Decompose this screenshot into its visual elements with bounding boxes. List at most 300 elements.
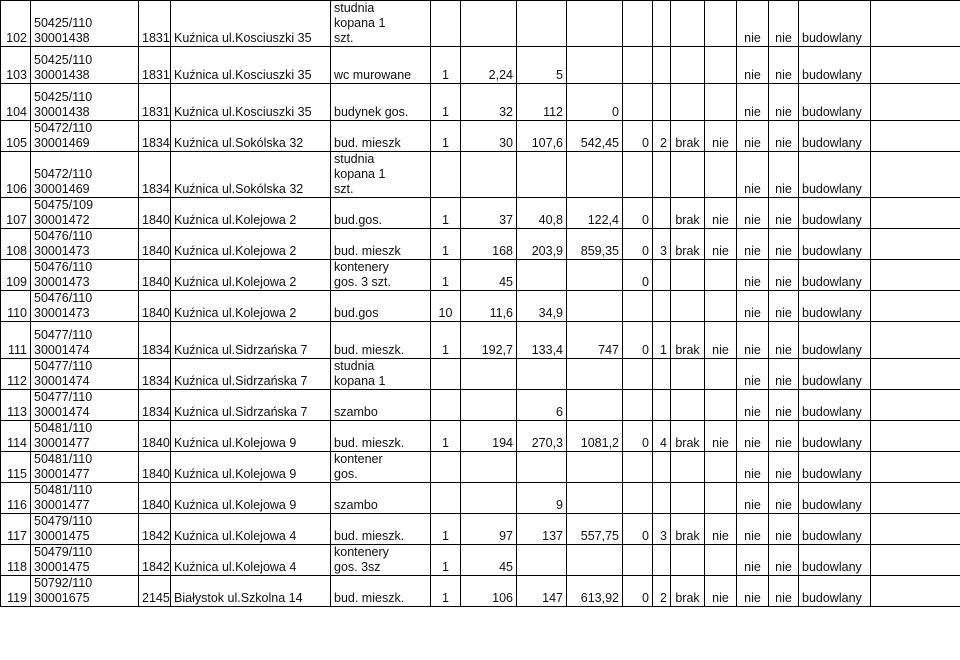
table-row xyxy=(1,84,960,121)
value-d-cell: 0 xyxy=(623,260,653,291)
table-row xyxy=(1,421,960,452)
brak-cell: brak xyxy=(671,198,705,229)
quantity-cell xyxy=(431,359,461,390)
address-cell: Kuźnica ul.Kolejowa 9 xyxy=(171,483,331,514)
flag-b-cell: nie xyxy=(737,84,769,121)
id-line-1: 50477/110 xyxy=(34,359,93,373)
description-line: gos. xyxy=(334,467,358,481)
address-cell: Kuźnica ul.Sokólska 32 xyxy=(171,152,331,198)
value-e-cell: 3 xyxy=(653,514,671,545)
category-cell: budowlany xyxy=(799,260,871,291)
quantity-cell xyxy=(431,452,461,483)
table-row xyxy=(1,390,960,421)
usable-area-cell xyxy=(517,1,567,47)
extra-cell xyxy=(871,514,960,545)
quantity-cell xyxy=(431,1,461,47)
id-line-1: 50425/110 xyxy=(34,16,93,30)
category-cell: budowlany xyxy=(799,514,871,545)
description-line: kontenery xyxy=(334,545,389,559)
id-cell xyxy=(31,260,139,291)
area-cell: 106 xyxy=(461,576,517,607)
id-line-2: 30001438 xyxy=(34,105,90,119)
usable-area-cell: 270,3 xyxy=(517,421,567,452)
usable-area-cell: 203,9 xyxy=(517,229,567,260)
value-d-cell: 0 xyxy=(623,322,653,359)
id-line-1: 50481/110 xyxy=(34,452,93,466)
id-line-1: 50425/110 xyxy=(34,53,93,67)
usable-area-cell xyxy=(517,452,567,483)
address-cell: Kuźnica ul.Kolejowa 2 xyxy=(171,291,331,322)
flag-a-cell xyxy=(705,152,737,198)
flag-b-cell: nie xyxy=(737,322,769,359)
id-line-1: 50475/109 xyxy=(34,198,94,212)
lp-cell: 110 xyxy=(1,291,31,322)
value-d-cell: 0 xyxy=(623,514,653,545)
flag-c-cell: nie xyxy=(769,152,799,198)
brak-cell xyxy=(671,291,705,322)
flag-a-cell: nie xyxy=(705,576,737,607)
id-cell xyxy=(31,452,139,483)
quantity-cell: 1 xyxy=(431,260,461,291)
flag-a-cell: nie xyxy=(705,229,737,260)
id-line-1: 50792/110 xyxy=(34,576,93,590)
parcel-no-cell: 1840 xyxy=(139,421,171,452)
flag-c-cell: nie xyxy=(769,514,799,545)
table-row xyxy=(1,514,960,545)
value-e-cell: 2 xyxy=(653,121,671,152)
value-e-cell xyxy=(653,359,671,390)
brak-cell xyxy=(671,1,705,47)
parcel-no-cell: 1840 xyxy=(139,198,171,229)
table-row xyxy=(1,260,960,291)
parcel-no-cell: 1840 xyxy=(139,452,171,483)
volume-cell: 542,45 xyxy=(567,121,623,152)
parcel-no-cell: 1834 xyxy=(139,152,171,198)
id-line-1: 50481/110 xyxy=(34,421,93,435)
area-cell xyxy=(461,152,517,198)
parcel-no-cell: 2145 xyxy=(139,576,171,607)
brak-cell xyxy=(671,84,705,121)
flag-b-cell: nie xyxy=(737,514,769,545)
usable-area-cell: 40,8 xyxy=(517,198,567,229)
id-cell xyxy=(31,545,139,576)
area-cell xyxy=(461,452,517,483)
id-cell xyxy=(31,514,139,545)
address-cell: Kuźnica ul.Sidrzańska 7 xyxy=(171,390,331,421)
quantity-cell: 1 xyxy=(431,322,461,359)
description-line: studnia xyxy=(334,1,375,15)
value-e-cell xyxy=(653,152,671,198)
extra-cell xyxy=(871,421,960,452)
id-line-2: 30001474 xyxy=(34,343,90,357)
id-line-1: 50481/110 xyxy=(34,483,93,497)
category-cell: budowlany xyxy=(799,322,871,359)
flag-a-cell: nie xyxy=(705,198,737,229)
description-cell xyxy=(331,84,431,121)
value-d-cell xyxy=(623,47,653,84)
area-cell xyxy=(461,1,517,47)
id-line-2: 30001477 xyxy=(34,467,90,481)
id-cell xyxy=(31,390,139,421)
id-cell xyxy=(31,229,139,260)
area-cell: 32 xyxy=(461,84,517,121)
description-line: szt. xyxy=(334,182,354,196)
id-cell xyxy=(31,121,139,152)
parcel-no-cell: 1834 xyxy=(139,121,171,152)
extra-cell xyxy=(871,198,960,229)
id-line-2: 30001675 xyxy=(34,591,90,605)
id-line-1: 50479/110 xyxy=(34,545,93,559)
address-cell: Kuźnica ul.Sidrzańska 7 xyxy=(171,322,331,359)
flag-b-cell: nie xyxy=(737,291,769,322)
parcel-no-cell: 1834 xyxy=(139,322,171,359)
extra-cell xyxy=(871,121,960,152)
id-line-2: 30001474 xyxy=(34,374,90,388)
category-cell: budowlany xyxy=(799,47,871,84)
table-row xyxy=(1,576,960,607)
lp-cell: 104 xyxy=(1,84,31,121)
area-cell: 11,6 xyxy=(461,291,517,322)
value-e-cell xyxy=(653,1,671,47)
quantity-cell xyxy=(431,152,461,198)
area-cell: 168 xyxy=(461,229,517,260)
category-cell: budowlany xyxy=(799,359,871,390)
id-cell xyxy=(31,1,139,47)
category-cell: budowlany xyxy=(799,1,871,47)
usable-area-cell xyxy=(517,260,567,291)
table-row xyxy=(1,452,960,483)
value-e-cell xyxy=(653,198,671,229)
value-d-cell xyxy=(623,483,653,514)
description-cell xyxy=(331,291,431,322)
flag-b-cell: nie xyxy=(737,483,769,514)
flag-b-cell: nie xyxy=(737,260,769,291)
id-line-1: 50476/110 xyxy=(34,229,93,243)
area-cell: 194 xyxy=(461,421,517,452)
flag-b-cell: nie xyxy=(737,1,769,47)
extra-cell xyxy=(871,322,960,359)
volume-cell xyxy=(567,1,623,47)
value-e-cell: 4 xyxy=(653,421,671,452)
id-cell xyxy=(31,152,139,198)
description-line: bud. mieszk. xyxy=(334,591,405,605)
flag-c-cell: nie xyxy=(769,576,799,607)
id-line-2: 30001438 xyxy=(34,31,90,45)
id-line-2: 30001477 xyxy=(34,498,90,512)
id-cell xyxy=(31,47,139,84)
brak-cell xyxy=(671,545,705,576)
extra-cell xyxy=(871,452,960,483)
value-d-cell: 0 xyxy=(623,576,653,607)
category-cell: budowlany xyxy=(799,545,871,576)
flag-b-cell: nie xyxy=(737,198,769,229)
brak-cell xyxy=(671,390,705,421)
lp-cell: 103 xyxy=(1,47,31,84)
extra-cell xyxy=(871,47,960,84)
quantity-cell: 1 xyxy=(431,198,461,229)
volume-cell: 1081,2 xyxy=(567,421,623,452)
category-cell: budowlany xyxy=(799,291,871,322)
lp-cell: 105 xyxy=(1,121,31,152)
area-cell: 30 xyxy=(461,121,517,152)
description-cell xyxy=(331,152,431,198)
flag-b-cell: nie xyxy=(737,576,769,607)
extra-cell xyxy=(871,260,960,291)
description-cell xyxy=(331,514,431,545)
quantity-cell: 10 xyxy=(431,291,461,322)
id-cell xyxy=(31,421,139,452)
description-cell xyxy=(331,1,431,47)
flag-a-cell: nie xyxy=(705,421,737,452)
flag-a-cell xyxy=(705,452,737,483)
flag-a-cell: nie xyxy=(705,322,737,359)
quantity-cell: 1 xyxy=(431,514,461,545)
flag-b-cell: nie xyxy=(737,359,769,390)
category-cell: budowlany xyxy=(799,452,871,483)
lp-cell: 116 xyxy=(1,483,31,514)
extra-cell xyxy=(871,483,960,514)
usable-area-cell: 9 xyxy=(517,483,567,514)
flag-b-cell: nie xyxy=(737,152,769,198)
value-e-cell xyxy=(653,260,671,291)
flag-c-cell: nie xyxy=(769,1,799,47)
table-row xyxy=(1,121,960,152)
id-line-2: 30001473 xyxy=(34,306,90,320)
address-cell: Kuźnica ul.Sokólska 32 xyxy=(171,121,331,152)
value-e-cell xyxy=(653,84,671,121)
usable-area-cell: 112 xyxy=(517,84,567,121)
id-line-2: 30001472 xyxy=(34,213,90,227)
brak-cell: brak xyxy=(671,121,705,152)
quantity-cell: 1 xyxy=(431,576,461,607)
area-cell: 192,7 xyxy=(461,322,517,359)
brak-cell xyxy=(671,260,705,291)
value-e-cell: 1 xyxy=(653,322,671,359)
area-cell: 97 xyxy=(461,514,517,545)
id-cell xyxy=(31,322,139,359)
brak-cell: brak xyxy=(671,229,705,260)
id-cell xyxy=(31,483,139,514)
description-line: bud. mieszk. xyxy=(334,436,405,450)
lp-cell: 118 xyxy=(1,545,31,576)
parcel-no-cell: 1840 xyxy=(139,483,171,514)
extra-cell xyxy=(871,545,960,576)
lp-cell: 106 xyxy=(1,152,31,198)
lp-cell: 109 xyxy=(1,260,31,291)
volume-cell xyxy=(567,260,623,291)
description-line: gos. 3 szt. xyxy=(334,275,391,289)
flag-c-cell: nie xyxy=(769,390,799,421)
description-cell xyxy=(331,576,431,607)
id-line-1: 50472/110 xyxy=(34,167,93,181)
volume-cell xyxy=(567,359,623,390)
description-cell xyxy=(331,483,431,514)
flag-c-cell: nie xyxy=(769,545,799,576)
value-e-cell: 2 xyxy=(653,576,671,607)
flag-c-cell: nie xyxy=(769,452,799,483)
extra-cell xyxy=(871,152,960,198)
table-row xyxy=(1,545,960,576)
usable-area-cell xyxy=(517,359,567,390)
parcel-no-cell: 1831 xyxy=(139,84,171,121)
usable-area-cell xyxy=(517,152,567,198)
description-cell xyxy=(331,322,431,359)
address-cell: Kuźnica ul.Kosciuszki 35 xyxy=(171,1,331,47)
address-cell: Kuźnica ul.Kolejowa 4 xyxy=(171,514,331,545)
parcel-no-cell: 1834 xyxy=(139,359,171,390)
flag-c-cell: nie xyxy=(769,483,799,514)
id-line-1: 50477/110 xyxy=(34,328,93,342)
value-d-cell: 0 xyxy=(623,198,653,229)
table-body xyxy=(1,1,960,607)
value-d-cell xyxy=(623,291,653,322)
brak-cell: brak xyxy=(671,576,705,607)
category-cell: budowlany xyxy=(799,576,871,607)
address-cell: Białystok ul.Szkolna 14 xyxy=(171,576,331,607)
volume-cell: 122,4 xyxy=(567,198,623,229)
value-e-cell xyxy=(653,390,671,421)
id-line-2: 30001474 xyxy=(34,405,90,419)
id-cell xyxy=(31,576,139,607)
category-cell: budowlany xyxy=(799,483,871,514)
lp-cell: 107 xyxy=(1,198,31,229)
description-cell xyxy=(331,452,431,483)
brak-cell: brak xyxy=(671,514,705,545)
id-line-2: 30001473 xyxy=(34,244,90,258)
flag-c-cell: nie xyxy=(769,260,799,291)
parcel-no-cell: 1842 xyxy=(139,514,171,545)
id-line-2: 30001477 xyxy=(34,436,90,450)
flag-a-cell xyxy=(705,1,737,47)
address-cell: Kuźnica ul.Kolejowa 2 xyxy=(171,198,331,229)
extra-cell xyxy=(871,229,960,260)
id-line-2: 30001469 xyxy=(34,136,90,150)
id-line-1: 50477/110 xyxy=(34,390,93,404)
value-e-cell xyxy=(653,483,671,514)
parcel-no-cell: 1831 xyxy=(139,1,171,47)
brak-cell: brak xyxy=(671,421,705,452)
table-row xyxy=(1,359,960,390)
flag-c-cell: nie xyxy=(769,198,799,229)
flag-b-cell: nie xyxy=(737,421,769,452)
usable-area-cell xyxy=(517,545,567,576)
table-row xyxy=(1,152,960,198)
address-cell: Kuźnica ul.Kolejowa 9 xyxy=(171,452,331,483)
description-cell xyxy=(331,545,431,576)
id-line-1: 50479/110 xyxy=(34,514,93,528)
category-cell: budowlany xyxy=(799,152,871,198)
category-cell: budowlany xyxy=(799,84,871,121)
lp-cell: 113 xyxy=(1,390,31,421)
address-cell: Kuźnica ul.Kolejowa 2 xyxy=(171,229,331,260)
category-cell: budowlany xyxy=(799,229,871,260)
value-d-cell: 0 xyxy=(623,229,653,260)
parcel-no-cell: 1834 xyxy=(139,390,171,421)
area-cell: 37 xyxy=(461,198,517,229)
address-cell: Kuźnica ul.Kosciuszki 35 xyxy=(171,84,331,121)
quantity-cell: 1 xyxy=(431,229,461,260)
volume-cell: 747 xyxy=(567,322,623,359)
brak-cell xyxy=(671,47,705,84)
value-d-cell xyxy=(623,84,653,121)
table-row xyxy=(1,47,960,84)
description-line: kopana 1 xyxy=(334,167,386,181)
category-cell: budowlany xyxy=(799,198,871,229)
quantity-cell: 1 xyxy=(431,545,461,576)
value-d-cell xyxy=(623,152,653,198)
flag-a-cell xyxy=(705,260,737,291)
id-cell xyxy=(31,198,139,229)
lp-cell: 114 xyxy=(1,421,31,452)
volume-cell xyxy=(567,390,623,421)
id-line-2: 30001475 xyxy=(34,560,90,574)
address-cell: Kuźnica ul.Sidrzańska 7 xyxy=(171,359,331,390)
volume-cell xyxy=(567,47,623,84)
area-cell xyxy=(461,390,517,421)
description-cell xyxy=(331,229,431,260)
id-line-2: 30001475 xyxy=(34,529,90,543)
value-d-cell: 0 xyxy=(623,121,653,152)
description-cell xyxy=(331,421,431,452)
description-line: bud.gos xyxy=(334,306,379,320)
flag-a-cell: nie xyxy=(705,121,737,152)
flag-b-cell: nie xyxy=(737,545,769,576)
usable-area-cell: 34,9 xyxy=(517,291,567,322)
description-line: wc murowane xyxy=(334,68,412,82)
flag-a-cell xyxy=(705,545,737,576)
brak-cell xyxy=(671,452,705,483)
category-cell: budowlany xyxy=(799,421,871,452)
table-row xyxy=(1,229,960,260)
flag-b-cell: nie xyxy=(737,121,769,152)
value-e-cell xyxy=(653,291,671,322)
volume-cell xyxy=(567,452,623,483)
description-line: bud.gos. xyxy=(334,213,382,227)
description-line: studnia xyxy=(334,152,375,166)
description-cell xyxy=(331,260,431,291)
flag-b-cell: nie xyxy=(737,390,769,421)
flag-b-cell: nie xyxy=(737,229,769,260)
id-line-1: 50425/110 xyxy=(34,90,93,104)
lp-cell: 115 xyxy=(1,452,31,483)
extra-cell xyxy=(871,390,960,421)
lp-cell: 102 xyxy=(1,1,31,47)
description-line: bud. mieszk xyxy=(334,136,401,150)
flag-c-cell: nie xyxy=(769,121,799,152)
usable-area-cell: 107,6 xyxy=(517,121,567,152)
description-line: kontener xyxy=(334,452,383,466)
table-row xyxy=(1,1,960,47)
description-line: szambo xyxy=(334,405,378,419)
quantity-cell: 1 xyxy=(431,47,461,84)
flag-c-cell: nie xyxy=(769,359,799,390)
parcel-no-cell: 1840 xyxy=(139,260,171,291)
area-cell: 45 xyxy=(461,260,517,291)
id-cell xyxy=(31,84,139,121)
flag-c-cell: nie xyxy=(769,291,799,322)
volume-cell xyxy=(567,545,623,576)
quantity-cell: 1 xyxy=(431,121,461,152)
category-cell: budowlany xyxy=(799,121,871,152)
table-row xyxy=(1,483,960,514)
table-row xyxy=(1,198,960,229)
value-e-cell: 3 xyxy=(653,229,671,260)
area-cell xyxy=(461,483,517,514)
description-line: budynek gos. xyxy=(334,105,409,119)
parcel-no-cell: 1840 xyxy=(139,229,171,260)
volume-cell xyxy=(567,483,623,514)
table-row xyxy=(1,291,960,322)
